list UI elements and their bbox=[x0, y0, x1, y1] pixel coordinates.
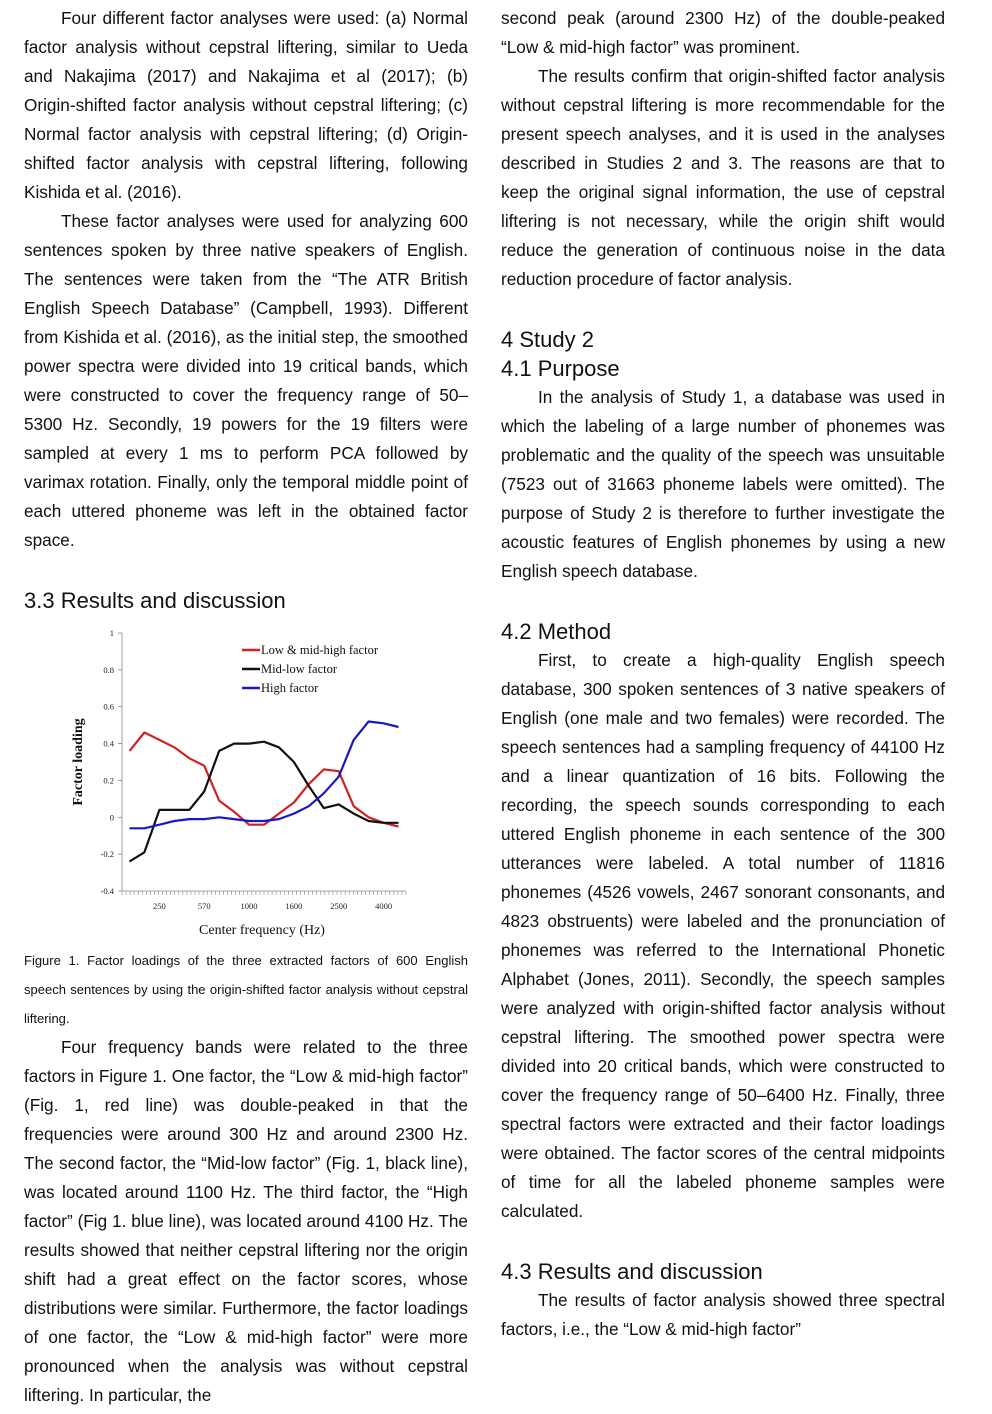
x-tick-label: 250 bbox=[152, 901, 166, 911]
paragraph-purpose: In the analysis of Study 1, a database was used in which the labeling of a large number of phonemes was problematic and the quality of the speech was unsuitable (7523 out of 31663 phoneme labels were omitted). The purpose of Study 2 is therefore to further investigate the acoustic features of English phonemes by using a new English speech database. bbox=[501, 387, 945, 581]
heading-4-2: 4.2 Method bbox=[501, 619, 612, 644]
heading-4: 4 Study 2 bbox=[501, 327, 594, 352]
x-axis-label: Center frequency (Hz) bbox=[199, 923, 325, 938]
y-tick-label: -0.4 bbox=[100, 886, 114, 896]
x-tick-label: 570 bbox=[197, 901, 211, 911]
left-column bbox=[24, 4, 468, 1410]
legend-label: Low & mid-high factor bbox=[261, 643, 378, 657]
right-column bbox=[501, 4, 945, 1344]
y-tick-label: 0.2 bbox=[103, 775, 114, 786]
paragraph-method: First, to create a high-quality English speech database, 300 spoken sentences of 3 native speakers of English (one male and two females) were recorded. The speech sentences had a sampling frequency of 44100 Hz and a linear quantization of 16 bits. Following the recording, the speech sounds corresponding to each uttered English phoneme in each sentence of the 300 utterances were labeled. A total number of 11816 phonemes (4526 vowels, 2467 sonorant consonants, and 4823 obstruents) were labeled and the pronunciation of phonemes was referred to the International Phonetic Alphabet (Jones, 2011). Secondly, the speech samples were analyzed with origin-shifted factor analysis without cepstral liftering. The smoothed power spectra were divided into 20 critical bands, which were constructed to cover the frequency range of 50–6400 Hz. Finally, three spectral factors were extracted and their factor loadings were obtained. The factor scores of the central midpoints of time for all the labeled phoneme samples were calculated. bbox=[501, 650, 945, 1221]
x-tick-label: 2500 bbox=[330, 901, 348, 911]
y-tick-label: 0.4 bbox=[103, 738, 114, 749]
y-axis-label: Factor loading bbox=[71, 718, 86, 806]
paragraph-study2-results: The results of factor analysis showed three spectral factors, i.e., the “Low & mid-high factor” bbox=[501, 1290, 945, 1339]
figure-1 bbox=[24, 615, 468, 946]
y-tick-label: -0.2 bbox=[100, 849, 114, 860]
y-tick-label: 0.6 bbox=[103, 701, 114, 712]
legend-label: High factor bbox=[261, 681, 319, 695]
x-tick-label: 1600 bbox=[285, 901, 303, 911]
paragraph-conclusion: The results confirm that origin-shifted factor analysis without cepstral liftering is more recommendable for the present speech analyses, and it is used in the analyses described in Studies 2 and 3. The reasons are that to keep the original signal information, the use of cepstral liftering is not necessary, while the origin shift would reduce the generation of continuous noise in the data reduction procedure of factor analysis. bbox=[501, 66, 945, 289]
series-line-low-mid-high-factor bbox=[130, 733, 399, 827]
x-tick-label: 4000 bbox=[375, 901, 393, 911]
y-tick-label: 0.8 bbox=[103, 664, 114, 675]
series-line-mid-low-factor bbox=[130, 742, 399, 862]
paragraph-continued: second peak (around 2300 Hz) of the double-peaked “Low & mid-high factor” was prominent. bbox=[501, 8, 945, 57]
heading-4-1: 4.1 Purpose bbox=[501, 356, 620, 381]
figure-caption: Figure 1. Factor loadings of the three extracted factors of 600 English speech sentences by using the origin-shifted factor analysis without cepstral liftering. bbox=[24, 953, 468, 1026]
heading-4-3: 4.3 Results and discussion bbox=[501, 1259, 763, 1284]
y-tick-label: 0 bbox=[109, 812, 114, 823]
heading-3-3: 3.3 Results and discussion bbox=[24, 588, 286, 613]
legend-label: Mid-low factor bbox=[261, 662, 338, 676]
paragraph-data: These factor analyses were used for analyzing 600 sentences spoken by three native speakers of English. The sentences were taken from the “The ATR British English Speech Database” (Campbell, 1993). Different from Kishida et al. (2016), as the initial step, the smoothed power spectra were divided into 19 critical bands, which were constructed to cover the frequency range of 50–5300 Hz. Secondly, 19 powers for the 19 filters were sampled at every 1 ms to perform PCA followed by varimax rotation. Finally, only the temporal middle point of each uttered phoneme was left in the obtained factor space. bbox=[24, 211, 468, 550]
x-tick-label: 1000 bbox=[240, 901, 258, 911]
factor-loading-chart bbox=[24, 623, 468, 941]
paragraph-results: Four frequency bands were related to the three factors in Figure 1. One factor, the “Low & mid-high factor” (Fig. 1, red line) was double-peaked in that the frequencies were around 300 Hz and around 2300 Hz. The second factor, the “Mid-low factor” (Fig. 1, black line), was located around 1100 Hz. The third factor, the “High factor” (Fig 1. blue line), was located around 4100 Hz. The results showed that neither cepstral liftering nor the origin shift had a great effect on the factor scores, whose distributions were similar. Furthermore, the factor loadings of one factor, the “Low & mid-high factor” were more pronounced when the analysis was without cepstral liftering. In particular, the bbox=[24, 1037, 468, 1405]
paragraph-analyses: Four different factor analyses were used: (a) Normal factor analysis without cepstral liftering, similar to Ueda and Nakajima (2017) and Nakajima et al (2017); (b) Origin-shifted factor analysis without cepstral liftering; (c) Normal factor analysis with cepstral liftering; (d) Origin-shifted factor analysis with cepstral liftering, following Kishida et al. (2016). bbox=[24, 8, 468, 202]
y-tick-label: 1 bbox=[109, 628, 114, 638]
series-line-high-factor bbox=[130, 722, 399, 829]
